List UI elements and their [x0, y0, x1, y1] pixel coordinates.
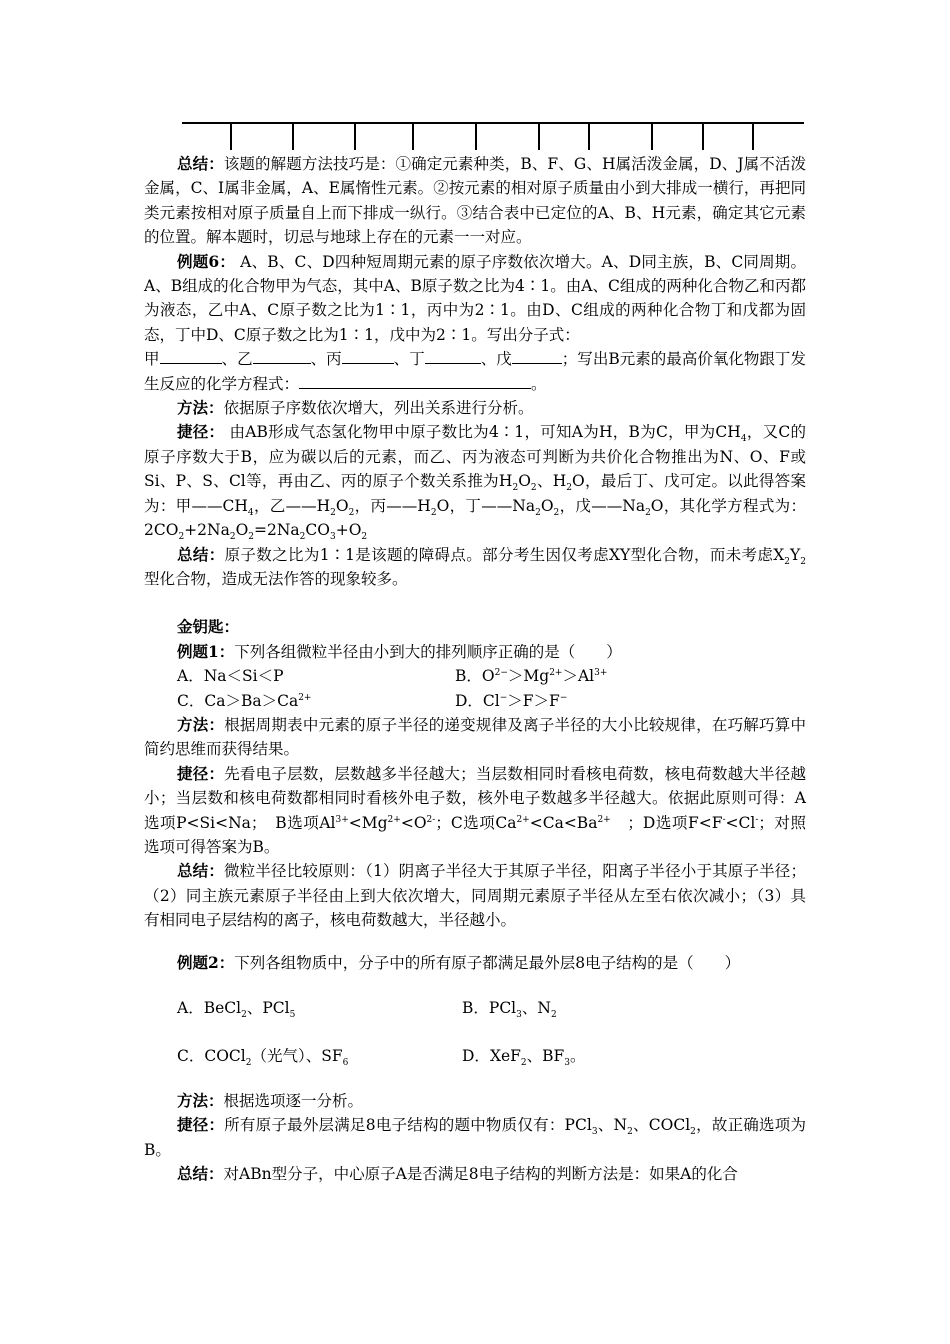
blank-label-5: 、戊	[480, 350, 512, 369]
example-6-blanks	[144, 347, 806, 396]
option-b-2: B．PCl$_3$、$N_2$	[462, 999, 557, 1021]
ruler-tick	[292, 122, 294, 150]
example-6-label: 例题6：	[177, 251, 236, 271]
ruler-tick	[651, 122, 653, 150]
example-2-label: 例题2：	[177, 952, 235, 972]
summary-label: 总结：	[177, 154, 224, 173]
ruler-tick	[702, 122, 704, 150]
method-label: 方法：	[177, 714, 225, 734]
options-row-ab-2	[144, 993, 806, 1023]
summary-paragraph-k1: 总结：微粒半径比较原则：（1）阴离子半径大于其原子半径，阳离子半径小于其原子半径；（2）同主族元素原子半径由上到大依次增大，同周期元素原子半径从左至右依次减小；（3）具有相同电子层结构的离子，核电荷数越大，半径越小。	[144, 861, 806, 930]
method-label: 方法：	[177, 398, 224, 418]
ruler-tick	[588, 122, 590, 150]
summary-label: 总结：	[177, 544, 225, 564]
shortcut-label: 捷径：	[177, 422, 225, 442]
option-b: B．$O^{2-}>Mg^{2+}>Al^{3+}$	[455, 667, 608, 686]
summary-paragraph-2: 总结：原子数之比为1∶1是该题的障碍点。部分考生因仅考虑XY型化合物，而未考虑$X_2Y_2$型化合物，造成无法作答的现象较多。	[144, 544, 806, 588]
example-1-text: 下列各组微粒半径由小到大的排列顺序正确的是（ ）	[234, 642, 622, 661]
ruler-tick	[230, 122, 232, 150]
option-d: D．Cl−＞F＞F−	[455, 691, 568, 710]
shortcut-label: 捷径：	[177, 1115, 225, 1135]
document-body	[144, 152, 806, 1187]
blank-label-2: 、乙	[221, 350, 253, 369]
ruler-tick	[538, 122, 540, 150]
summary-label: 总结：	[177, 861, 225, 881]
summary-text: 该题的解题方法技巧是：①确定元素种类，B、F、G、H属活泼金属，D、J属不活泼金属，C、I属非金属，A、E属惰性元素。②按元素的相对原子质量由小到大排成一横行，再把同类元素按相对原子质量自上而下排成一纵行。③结合表中已定位的A、B、H元素，确定其它元素的位置。解本题时，切忌与地球上存在的元素一一对应。	[144, 155, 806, 247]
option-d-2: D．XeF$_2$、$BF_3$。	[462, 1047, 586, 1069]
shortcut-paragraph-k1: 捷径：先看电子层数，层数越多半径越大；当层数相同时看核电荷数，核电荷数越大半径越小；当层数和核电荷数都相同时看核外电子数，核外电子数越多半径越大。依据此原则可得：A选项P<Si<Na； B选项$Al^{3+}<Mg^{2+}<O^{2-}$；C选项$Ca^{2+}<Ca<Ba^{2+}$ ；D选项F<F-<Cl-；对照选项可得答案为B。	[144, 763, 806, 856]
example-6-tail: ；写出B元素的最高价氧化物跟丁发生反应的化学方程式：	[144, 350, 806, 393]
options-row-cd	[144, 689, 806, 713]
shortcut-paragraph-k2: 捷径：所有原子最外层满足8电子结构的题中物质仅有：PCl$_3$、$N_2$、COCl$_2$，故正确选项为B。	[144, 1115, 806, 1159]
answer-blank-equation[interactable]	[299, 373, 531, 389]
answer-blank-4[interactable]	[425, 348, 481, 364]
summary-paragraph-k2: 总结：对ABn型分子，中心原子A是否满足8电子结构的判断方法是：如果A的化合	[177, 1164, 738, 1184]
answer-blank-3[interactable]	[342, 348, 394, 364]
table-ruler-lines	[182, 122, 804, 152]
blank-label-1: 甲	[144, 350, 160, 369]
method-text: 依据原子序数依次增大，列出关系进行分析。	[223, 399, 534, 418]
shortcut-paragraph: 捷径： 由AB形成气态氢化物甲中原子数比为4∶1，可知A为H，B为C，甲为$CH_4$，又C的原子序数大于B，应为碳以后的元素，而乙、丙为液态可判断为共价化合物推出为N、O、F或Si、P、S、Cl等，再由乙、丙的原子个数关系推为$H_2O_2$、$H_2O$，最后丁、戊可定。以此得答案为：甲$——CH_4$，乙$——H_2O_2$，丙$——H_2O$，丁$——Na_2O_2$，戊$——Na_2O$，其化学方程式为：$2CO_2+2Na_2O_2=2Na_2CO_3+O_2$	[144, 422, 806, 543]
ruler-tick	[354, 122, 356, 150]
example-6-text: A、B、C、D四种短周期元素的原子序数依次增大。A、D同主族，B、C同周期。A、B组成的化合物甲为气态，其中A、B原子数之比为4∶1。由A、C组成的两种化合物乙和丙都为液态，乙中A、C原子数之比为1∶1，丙中为2∶1。由D、C组成的两种化合物丁和戊都为固态，丁中D、C原子数之比为1∶1，戊中为2∶1。写出分子式：	[144, 252, 806, 344]
ruler-tick	[752, 122, 754, 150]
method-label: 方法：	[177, 1091, 224, 1110]
ruler-line	[182, 122, 804, 124]
answer-blank-2[interactable]	[253, 348, 311, 364]
blank-label-3: 、丙	[310, 350, 342, 369]
key-example-1	[144, 640, 806, 664]
ruler-tick	[412, 122, 414, 150]
shortcut-label: 捷径：	[177, 763, 225, 783]
method-paragraph-k2: 方法：根据选项逐一分析。	[177, 1091, 364, 1110]
options-row-cd-2	[144, 1041, 806, 1071]
option-a-2: A．BeCl$_2$、PCl$_5$	[177, 999, 296, 1021]
key-example-2	[144, 951, 806, 975]
blank-label-4: 、丁	[393, 350, 425, 369]
answer-blank-5[interactable]	[512, 348, 562, 364]
method-paragraph-k1: 方法：根据周期表中元素的原子半径的递变规律及离子半径的大小比较规律，在巧解巧算中简约思维而获得结果。	[144, 714, 806, 759]
summary-paragraph	[144, 152, 806, 250]
option-a: A．Na＜Si＜P	[177, 667, 284, 686]
example-6-paragraph	[144, 250, 806, 348]
golden-key-heading: 金钥匙：	[177, 617, 240, 637]
summary-label: 总结：	[177, 1164, 224, 1184]
example-2-text: 下列各组物质中，分子中的所有原子都满足最外层8电子结构的是（ ）	[234, 953, 741, 972]
ruler-tick	[475, 122, 477, 150]
option-c: C．$Ca>Ba>Ca^{2+}$	[177, 691, 312, 710]
answer-blank-1[interactable]	[160, 348, 222, 364]
example-6-end: 。	[531, 374, 547, 393]
method-paragraph	[144, 396, 806, 420]
options-row-ab	[144, 664, 806, 688]
example-1-label: 例题1：	[177, 641, 235, 661]
option-c-2: C．COCl$_2$（光气）、$SF_6$	[177, 1047, 349, 1069]
